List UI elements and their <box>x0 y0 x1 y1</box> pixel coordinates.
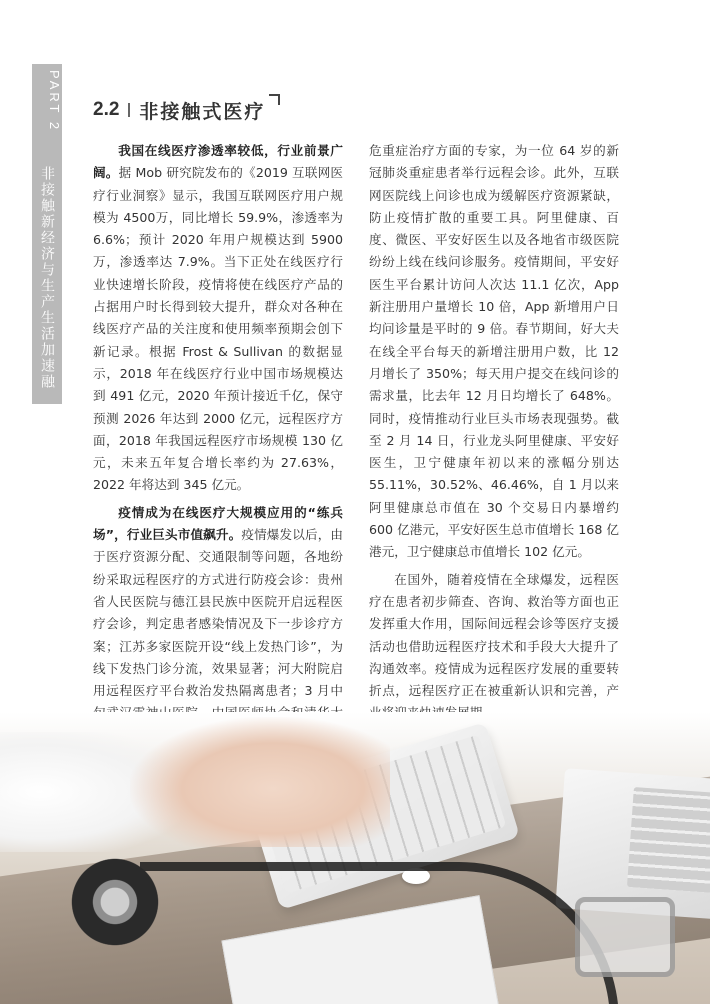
section-heading <box>93 96 280 124</box>
heading-divider <box>128 103 130 117</box>
section-number: 2.2 <box>93 99 120 120</box>
typing-hands <box>130 717 390 847</box>
part-label: PART 2 <box>47 70 62 133</box>
medical-desk-photo <box>0 712 710 1004</box>
paragraph-lead: 我国在线医疗渗透率较低，行业前景广阔。 <box>93 143 343 181</box>
paragraph <box>93 140 343 497</box>
clipboard-clip <box>575 897 675 977</box>
paragraph-text: 疫情爆发以后，由于医疗资源分配、交通限制等问题，各地纷纷采取远程医疗的方式进行防疫会诊：贵州省人民医院与德江县民族中医院开启远程医疗会诊，判定患者感染情况及下一步诊疗方案；江苏多家医院开设“线上发热门诊”，为线下发热门诊分流，效果显著；河大附院启用远程医疗平台救治发热隔离患者；3 月中 <box>93 527 344 699</box>
section-title: 非接触式医疗 <box>139 100 266 123</box>
paragraph-lead: 疫情成为在线医疗大规模应用的“练兵场”，行业巨头市值飙升。 <box>93 504 343 543</box>
laptop-keyboard <box>627 787 710 893</box>
paragraph-text: 据 Mob 研究院发布的《2019 互联网医疗行业洞察》显示，我国互联网医疗用户规模为 4500万，同比增长 59.9%，渗透率为 6.6%；预计 2020 年用户规模达到 5900 万，渗透率达 7.9%。当下正处在线医疗行业快速增长阶段，疫情将使在线医疗产品的占据用户时长得到较大提升，群众对各种在线医疗产品的关注度和使用频率预期会创下新记录。根据 Frost & Sullivan 的数据显示，2018 年在线医疗行业中国市场规模达到 491 亿元，2020 年预计接近千亿，保守预测 2026 年达到 2000 亿元，远程医疗方面，2018 年我国远程医疗市场规模 130 亿元，未来五年复合增长率约为 27.63%，2022 年将达到 345 亿元。 <box>93 165 344 493</box>
corner-bracket-icon <box>269 94 280 105</box>
stethoscope-icon <box>60 847 170 957</box>
side-chapter-title: 非接触新经济与生产生活加速融合 <box>9 166 55 390</box>
left-column <box>93 140 343 769</box>
right-column <box>369 140 619 725</box>
paragraph-continued: 危重症治疗方面的专家，为一位 64 岁的新冠肺炎重症患者举行远程会诊。此外，互联网医院线上问诊也成为缓解医疗资源紧缺，防止疫情扩散的重要工具。阿里健康、百度、微医、平安好医生以及各地省市级医院纷纷上线在线问诊服务。疫情期间，平安好医生平台累计访问人次达 11.1 亿次，App 新注册用户量增长 10 倍，App 新增用户日均问诊量是平时的 9 倍。春节期间，好大夫在线全平台每天的新增注册用户数，比 12 月增长了 350%；每天用户提交在线问诊的需求量，比去年 12 月日均增长了 648%。同时，疫情推动行业巨头市场表现强势。截至 2 月 14 日，行业龙头阿里健康、平安好医生，卫宁健康年初以来的涨幅分别达 55.11%，30.52%、46.46%，自 1 月以来阿里健康总市值在 30 个交易日内暴增约 600 亿港元，平安好医生总市值增长 168 亿港元，卫宁健康总市值增长 102 亿元。 <box>369 143 619 560</box>
side-bar <box>9 64 62 404</box>
paragraph: 在国外，随着疫情在全球爆发，远程医疗在患者初步筛查、咨询、救治等方面也正发挥重大作用，国际间远程会诊等医疗支援活动也借助远程医疗技术和手段大大提升了沟通效率。疫情成为远程医疗发展的重要转折点，远程医疗正在被重新认识和完善，产 <box>369 571 619 699</box>
